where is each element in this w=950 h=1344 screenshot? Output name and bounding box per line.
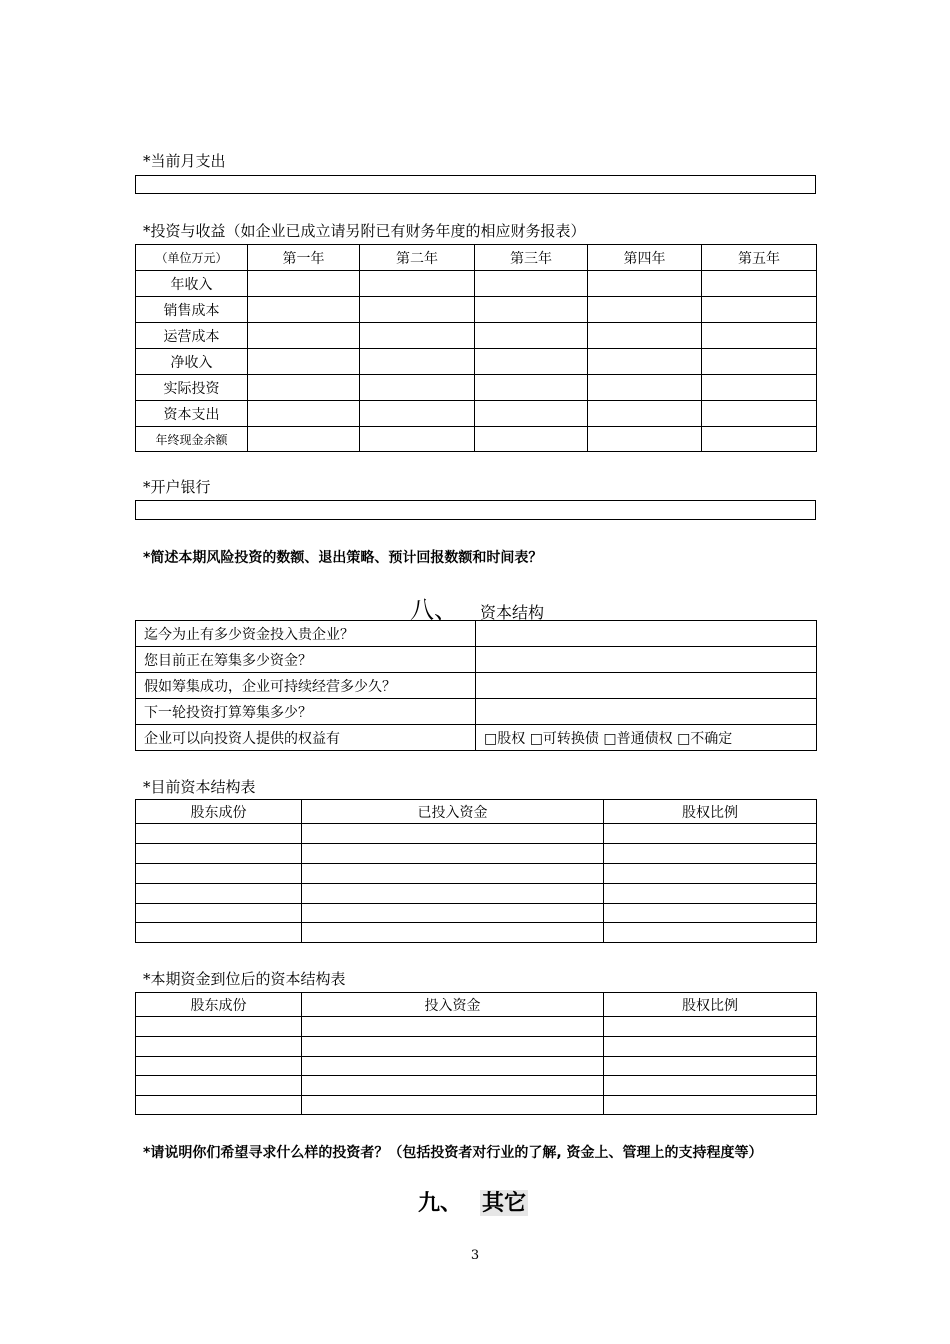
unit-cell: （单位万元） [136,245,248,271]
table-row [136,427,817,452]
table-row [136,323,817,349]
data-cell[interactable] [136,1037,302,1057]
shareholder-header: 股东成份 [136,800,302,824]
row-label: 销售成本 [136,297,248,323]
data-cell[interactable] [360,401,475,427]
data-cell[interactable] [604,1076,817,1096]
data-cell[interactable] [604,824,817,844]
data-cell[interactable] [302,864,604,884]
table-row [136,844,817,864]
table-row [136,1017,817,1037]
section-8-number: 八、 [410,596,458,624]
data-cell[interactable] [302,1057,604,1076]
table-row [136,349,817,375]
row-label: 运营成本 [136,323,248,349]
data-cell[interactable] [248,323,360,349]
cap-header-row [136,993,817,1017]
year-header: 第五年 [702,245,817,271]
data-cell[interactable] [248,375,360,401]
data-cell[interactable] [360,323,475,349]
data-cell[interactable] [302,824,604,844]
monthly-expense-label: *当前月支出 [143,152,226,170]
data-cell[interactable] [702,401,817,427]
table-row [136,647,817,673]
row-label: 年收入 [136,271,248,297]
table-row [136,271,817,297]
table-row [136,1096,817,1115]
table-row [136,699,817,725]
data-cell[interactable] [604,1057,817,1076]
data-cell[interactable] [702,271,817,297]
after-cap-table-label: *本期资金到位后的资本结构表 [143,970,346,988]
invested-funds-header: 已投入资金 [302,800,604,824]
data-cell[interactable] [302,1096,604,1115]
after-funding-cap-table [135,992,817,1115]
data-cell[interactable] [702,349,817,375]
data-cell[interactable] [302,844,604,864]
row-label: 实际投资 [136,375,248,401]
table-row [136,375,817,401]
data-cell[interactable] [604,844,817,864]
equity-ratio-header: 股权比例 [604,993,817,1017]
table-row [136,824,817,844]
table-row [136,1057,817,1076]
table-row [136,904,817,923]
data-cell[interactable] [588,401,702,427]
row-label: 年终现金余额 [136,427,248,452]
answer-cell[interactable] [476,647,817,673]
data-cell[interactable] [588,297,702,323]
ordinary-debt-option-checkbox[interactable]: □普通债权 [603,730,673,747]
data-cell[interactable] [360,427,475,452]
data-cell[interactable] [702,297,817,323]
data-cell[interactable] [475,375,588,401]
data-cell[interactable] [136,904,302,923]
data-cell[interactable] [302,884,604,904]
data-cell[interactable] [248,401,360,427]
data-cell[interactable] [475,427,588,452]
data-cell[interactable] [702,375,817,401]
current-cap-table [135,799,817,943]
current-cap-table-label: *目前资本结构表 [143,778,256,796]
section-9-heading [418,1186,528,1217]
year-header: 第二年 [360,245,475,271]
equity-ratio-header: 股权比例 [604,800,817,824]
data-cell[interactable] [136,1017,302,1037]
invested-funds-header: 投入资金 [302,993,604,1017]
data-cell[interactable] [702,427,817,452]
data-cell[interactable] [588,375,702,401]
exit-strategy-question: *简述本期风险投资的数额、退出策略、预计回报数额和时间表？ [143,550,543,566]
section-8-title: 资本结构 [480,603,545,622]
equity-option-checkbox[interactable]: □股权 [484,730,526,747]
data-cell[interactable] [604,1037,817,1057]
data-cell[interactable] [302,904,604,923]
investment-header-row [136,245,817,271]
data-cell[interactable] [136,844,302,864]
table-row [136,884,817,904]
convertible-debt-option-checkbox[interactable]: □可转换债 [529,730,599,747]
question-cell: 迄今为止有多少资金投入贵企业？ [136,621,476,647]
data-cell[interactable] [136,824,302,844]
question-cell: 假如筹集成功，企业可持续经营多少久？ [136,673,476,699]
data-cell[interactable] [136,884,302,904]
data-cell[interactable] [248,349,360,375]
investor-question: *请说明你们希望寻求什么样的投资者？（包括投资者对行业的了解, 资金上、管理上的支持程度等） [143,1145,763,1161]
data-cell[interactable] [475,349,588,375]
table-row [136,1076,817,1096]
data-cell[interactable] [588,349,702,375]
shareholder-header: 股东成份 [136,993,302,1017]
table-row [136,864,817,884]
table-row [136,673,817,699]
answer-cell[interactable] [476,699,817,725]
question-cell: 下一轮投资打算筹集多少？ [136,699,476,725]
data-cell[interactable] [136,1076,302,1096]
bank-label: *开户银行 [143,478,211,496]
data-cell[interactable] [475,323,588,349]
table-row [136,621,817,647]
data-cell[interactable] [136,923,302,943]
answer-cell[interactable] [476,621,817,647]
data-cell[interactable] [604,884,817,904]
data-cell[interactable] [604,923,817,943]
data-cell[interactable] [248,271,360,297]
table-row [136,923,817,943]
data-cell[interactable] [360,375,475,401]
question-cell: 您目前正在筹集多少资金？ [136,647,476,673]
data-cell[interactable] [302,1017,604,1037]
year-header: 第三年 [475,245,588,271]
data-cell[interactable] [588,323,702,349]
data-cell[interactable] [302,923,604,943]
row-label: 净收入 [136,349,248,375]
table-row [136,725,817,751]
data-cell[interactable] [360,271,475,297]
capital-structure-table [135,620,817,751]
equity-options-cell [476,725,817,751]
investment-return-table [135,244,817,452]
data-cell[interactable] [604,904,817,923]
table-row [136,297,817,323]
data-cell[interactable] [475,401,588,427]
answer-cell[interactable] [476,673,817,699]
data-cell[interactable] [248,427,360,452]
data-cell[interactable] [588,271,702,297]
question-cell: 企业可以向投资人提供的权益有 [136,725,476,751]
year-header: 第一年 [248,245,360,271]
data-cell[interactable] [588,427,702,452]
row-label: 资本支出 [136,401,248,427]
data-cell[interactable] [360,349,475,375]
data-cell[interactable] [702,323,817,349]
section-9-number: 九、 [418,1190,463,1216]
data-cell[interactable] [136,864,302,884]
data-cell[interactable] [604,1096,817,1115]
data-cell[interactable] [136,1096,302,1115]
cap-header-row [136,800,817,824]
investment-return-label: *投资与收益（如企业已成立请另附已有财务年度的相应财务报表） [143,222,586,240]
section-9-title: 其它 [482,1190,527,1216]
data-cell[interactable] [360,297,475,323]
data-cell[interactable] [604,1017,817,1037]
uncertain-option-checkbox[interactable]: □不确定 [677,730,733,747]
table-row [136,1037,817,1057]
data-cell[interactable] [248,297,360,323]
data-cell[interactable] [136,1057,302,1076]
data-cell[interactable] [604,864,817,884]
data-cell[interactable] [475,297,588,323]
year-header: 第四年 [588,245,702,271]
bank-field[interactable] [135,500,816,520]
page-number: 3 [470,1248,480,1263]
table-row [136,401,817,427]
data-cell[interactable] [302,1076,604,1096]
data-cell[interactable] [475,271,588,297]
monthly-expense-field[interactable] [135,175,816,194]
data-cell[interactable] [302,1037,604,1057]
